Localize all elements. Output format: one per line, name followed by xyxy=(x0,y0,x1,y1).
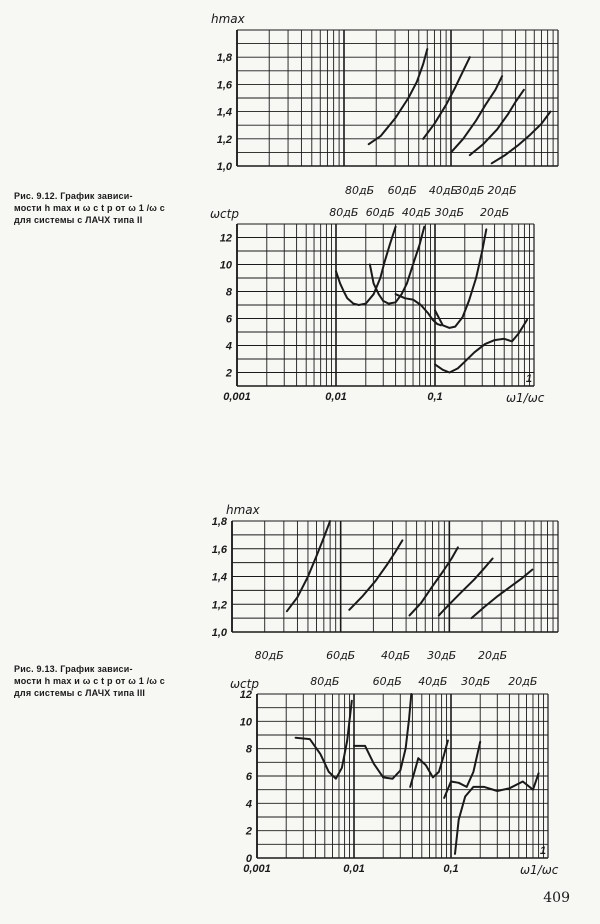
x-tick-label: 0,001 xyxy=(223,391,251,403)
x-tick-label: 0,01 xyxy=(325,391,347,403)
curve-label: 20дБ xyxy=(480,206,510,219)
series-line-80дБ xyxy=(296,701,352,779)
x-axis-label: ω1/ωc xyxy=(506,391,545,405)
curve-label: 40дБ xyxy=(401,206,432,219)
series-line-40дБ xyxy=(396,294,441,325)
y-tick-label: 2 xyxy=(225,367,232,380)
y-tick-label: 1,6 xyxy=(216,79,232,92)
curve-label: 80дБ xyxy=(310,675,340,688)
x-tick-label: 0,1 xyxy=(427,391,443,403)
curve-label: 20дБ xyxy=(487,184,517,197)
y-axis-label: hmax xyxy=(226,503,260,517)
y-tick-label: 4 xyxy=(225,340,232,353)
caption-line: мости h max и ω c t р от ω 1 /ω c xyxy=(14,676,166,686)
y-axis-label: hmax xyxy=(211,12,245,26)
y-tick-label: 2 xyxy=(245,825,252,838)
series-line-30дБ xyxy=(435,229,486,328)
y-tick-label: 6 xyxy=(245,771,252,783)
curve-label: 30дБ xyxy=(461,675,491,688)
curve-label: 30дБ xyxy=(455,184,485,197)
y-tick-label: 1,2 xyxy=(211,599,227,612)
y-tick-label: 1,0 xyxy=(216,161,232,173)
caption-line: для системы с ЛАЧХ типа III xyxy=(14,688,146,698)
curve-label: 60дБ xyxy=(365,206,395,219)
y-tick-label: 1,8 xyxy=(211,516,227,528)
y-tick-label: 1,0 xyxy=(211,627,227,639)
y-tick-label: 1,8 xyxy=(216,52,232,65)
caption-line: Рис. 9.13. График зависи- xyxy=(14,664,133,674)
y-tick-label: 8 xyxy=(245,743,252,756)
y-tick-label: 4 xyxy=(245,798,252,811)
series-line-60дБ xyxy=(354,694,411,779)
y-tick-label: 6 xyxy=(225,313,232,326)
curve-label: 20дБ xyxy=(508,675,538,688)
y-tick-label: 12 xyxy=(239,689,252,701)
series-line-40дБ xyxy=(451,76,502,152)
x-tick-label: 0,01 xyxy=(343,863,365,875)
curve-label: 20дБ xyxy=(477,649,508,662)
x-tick-label: 0,001 xyxy=(243,863,271,875)
curve-label: 30дБ xyxy=(434,206,465,219)
caption-line: мости h max и ω c t р от ω 1 /ω c xyxy=(14,203,166,213)
x-tick-label: 1 xyxy=(525,373,532,385)
y-axis-label: ωctp xyxy=(230,677,259,691)
curve-label: 80дБ xyxy=(345,184,375,197)
curve-label: 40дБ xyxy=(428,184,459,197)
chart-fig913-tp xyxy=(230,675,559,877)
y-tick-label: 1,6 xyxy=(211,543,227,556)
x-tick-label: 1 xyxy=(539,845,546,857)
y-tick-label: 1,4 xyxy=(211,571,227,584)
series-line-60дБ xyxy=(349,540,402,609)
chart-fig913-hmax xyxy=(212,503,558,662)
curve-label: 60дБ xyxy=(372,675,402,688)
y-tick-label: 10 xyxy=(219,259,232,272)
y-tick-label: 1,4 xyxy=(216,106,232,119)
y-tick-label: 10 xyxy=(239,716,252,729)
curve-label: 80дБ xyxy=(329,206,359,219)
page-number: 409 xyxy=(543,890,570,906)
y-tick-label: 1,2 xyxy=(216,133,232,146)
y-tick-label: 8 xyxy=(225,286,232,299)
curve-label: 40дБ xyxy=(380,649,411,662)
curve-label: 60дБ xyxy=(387,184,417,197)
series-line-60дБ xyxy=(370,227,424,304)
chart-fig912-tp xyxy=(210,206,545,405)
y-tick-label: 0 xyxy=(245,853,252,865)
x-tick-label: 0,1 xyxy=(443,863,459,875)
caption-line: Рис. 9.12. График зависи- xyxy=(14,191,133,201)
curve-label: 80дБ xyxy=(254,649,284,662)
chart-fig912-hmax xyxy=(211,12,558,197)
y-axis-label: ωctp xyxy=(210,207,239,221)
x-axis-label: ω1/ωc xyxy=(520,863,559,877)
curve-label: 60дБ xyxy=(326,649,356,662)
curve-label: 40дБ xyxy=(418,675,448,688)
y-tick-label: 12 xyxy=(219,232,232,245)
curve-label: 30дБ xyxy=(427,649,457,662)
caption-line: для системы с ЛАЧХ типа II xyxy=(14,215,143,225)
